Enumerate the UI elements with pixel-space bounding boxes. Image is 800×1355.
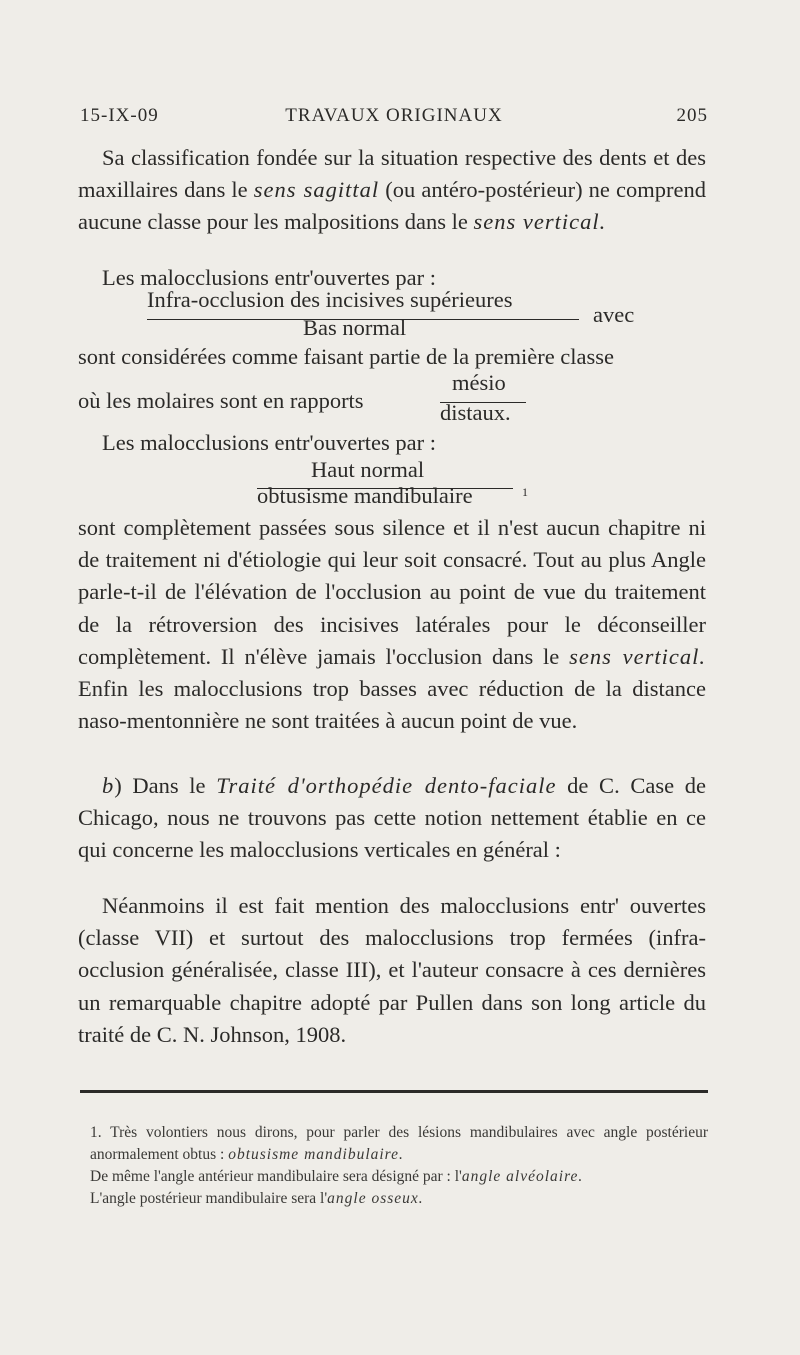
footnote-text: De même l'angle antérieur mandibulaire sera désigné par : l' bbox=[90, 1168, 462, 1185]
page-number: 205 bbox=[676, 105, 708, 126]
fraction-3 bbox=[257, 457, 537, 517]
paragraph-1 bbox=[78, 142, 706, 239]
footnote-text: L'angle postérieur mandibulaire sera l' bbox=[90, 1190, 328, 1207]
fraction-denominator: obtusisme mandibulaire bbox=[257, 483, 473, 508]
fraction-denominator: Bas normal bbox=[303, 315, 407, 340]
paragraph-8 bbox=[78, 890, 706, 1051]
header-date: 15-IX-09 bbox=[80, 105, 159, 126]
italic-term: sens vertical. bbox=[569, 643, 707, 669]
fraction-suffix: avec bbox=[593, 302, 635, 327]
fraction-1 bbox=[147, 287, 687, 347]
fraction-numerator: Infra-occlusion des incisives supérieures bbox=[147, 287, 513, 312]
paragraph-text: sont complètement passées sous silence et il n'est aucun chapitre ni de traitement ni d'étiologie qui leur soit consacré. Tout au plus Angle parle-t-il de l'élévation de l'occlusion au point de vue du traitement de la rétroversion des incisives latérales pour le déconseiller complètement. Il n'élève jamais l'occlusion dans le bbox=[78, 515, 706, 669]
fraction-denominator: distaux. bbox=[440, 400, 511, 425]
paragraph-text: ) Dans le bbox=[114, 773, 217, 798]
paragraph-4 bbox=[78, 385, 706, 417]
fraction-numerator: mésio bbox=[452, 370, 506, 395]
italic-term: sens vertical. bbox=[473, 209, 607, 235]
fraction-numerator: Haut normal bbox=[311, 457, 425, 482]
italic-term: angle alvéolaire. bbox=[461, 1168, 584, 1185]
paragraph-text: où les molaires sont en rapports bbox=[78, 388, 364, 413]
paragraph-6 bbox=[78, 512, 706, 737]
italic-title: Traité d'orthopédie dento-faciale bbox=[216, 773, 557, 798]
footnote-separator bbox=[80, 1090, 708, 1093]
italic-term: obtusisme mandibulaire. bbox=[228, 1146, 404, 1163]
paragraph-text: sont considérées comme faisant partie de la première classe bbox=[78, 344, 615, 369]
paragraph-text: de C. Case de Chicago, nous ne trouvons pas cette notion nettement établie en ce qui concerne les malocclusions verticales en général : bbox=[78, 773, 706, 863]
paragraph-5 bbox=[78, 427, 706, 459]
paragraph-3 bbox=[78, 341, 706, 373]
paragraph-text: Les malocclusions entr'ouvertes par : bbox=[102, 265, 436, 290]
paragraph-text: Les malocclusions entr'ouvertes par : bbox=[102, 430, 436, 455]
running-header bbox=[80, 105, 708, 135]
paragraph-7 bbox=[78, 770, 706, 867]
italic-term: angle osseux. bbox=[327, 1190, 424, 1207]
footnote-marker: 1 bbox=[522, 485, 528, 499]
paragraph-text: Sa classification fondée sur la situation respective des dents et des maxillaires dans le bbox=[78, 145, 706, 203]
paragraph-text: Enfin les malocclusions trop basses avec réduction de la distance naso-mentonnière ne sont traitées à aucun point de vue. bbox=[78, 676, 706, 734]
paragraph-text: Néanmoins il est fait mention des malocclusions entr' ouvertes (classe VII) et surtout des malocclusions trop fermées (infra-occlusion généralisée, classe III), et l'auteur consacre à ces dernières un remarquable chapitre adopté par Pullen dans son long article du traité de C. N. Johnson, 1908. bbox=[78, 893, 706, 1047]
paragraph-text: (ou antéro-postérieur) ne comprend aucune classe pour les malpositions dans le bbox=[78, 177, 706, 235]
footnotes bbox=[80, 1122, 708, 1210]
header-title: TRAVAUX ORIGINAUX bbox=[285, 105, 503, 126]
list-label: b bbox=[102, 773, 115, 798]
fraction-2 bbox=[440, 370, 540, 430]
italic-term: sens sagittal bbox=[253, 177, 380, 203]
footnote-text: 1. Très volontiers nous dirons, pour parler des lésions mandibulaires avec angle postérieur anormalement obtus : bbox=[90, 1124, 708, 1163]
